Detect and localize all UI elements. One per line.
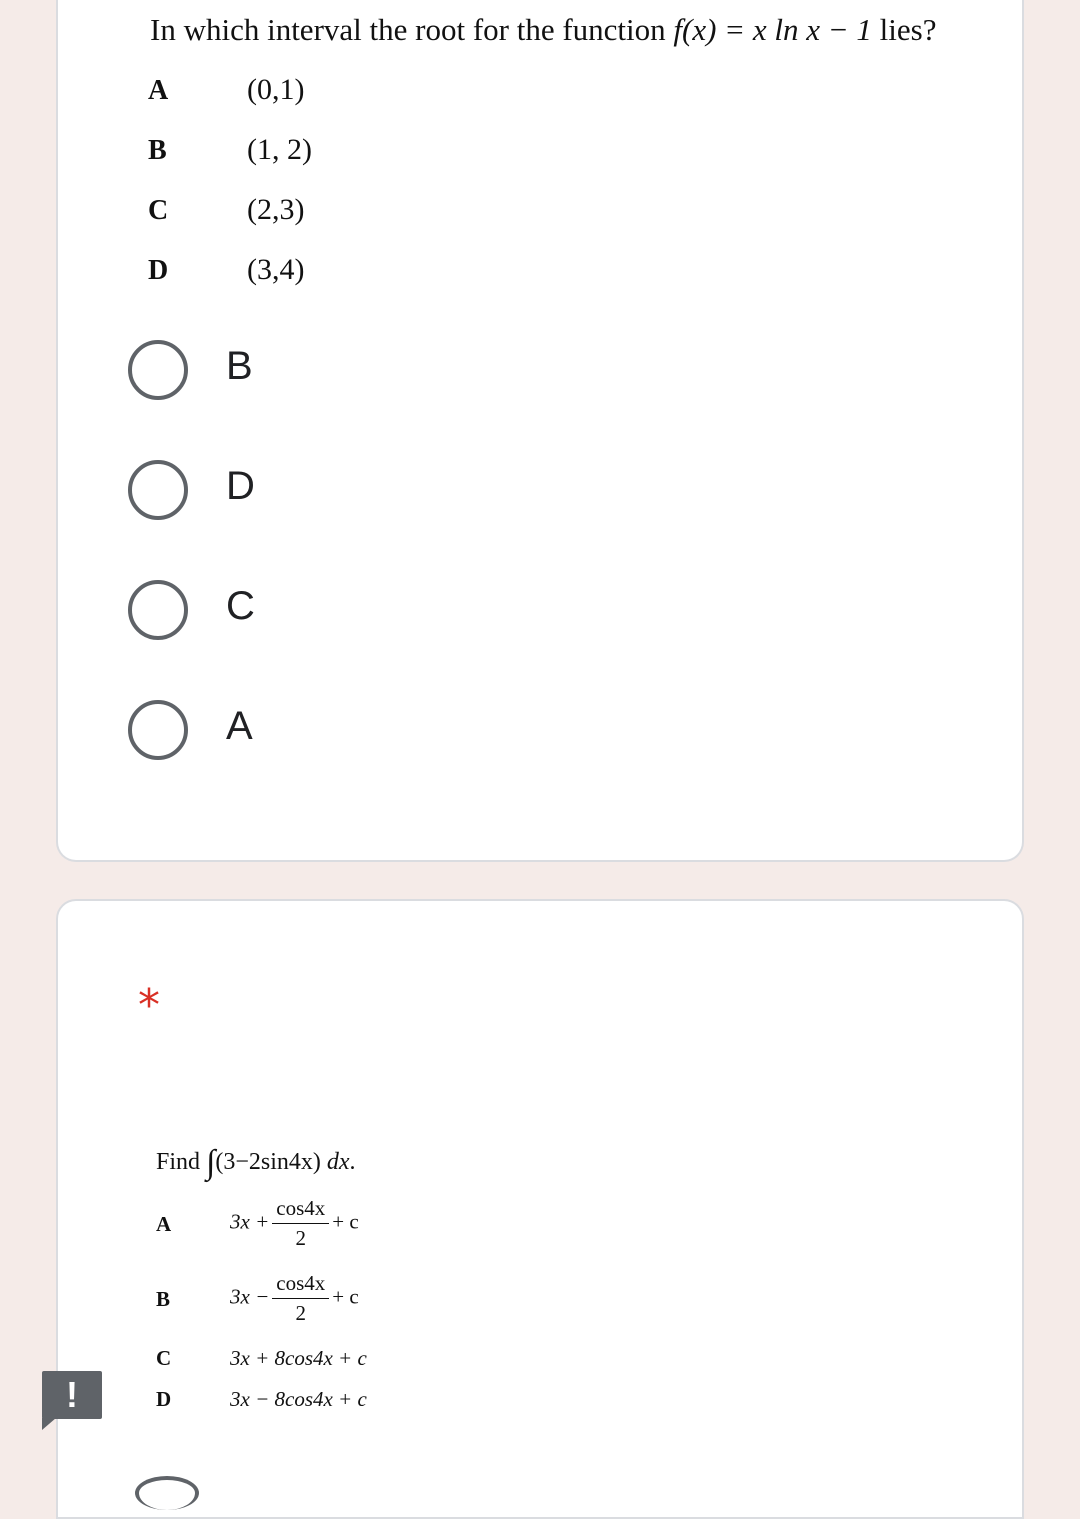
question-2-prefix: Find [156,1149,207,1175]
fraction-numerator: cos4x [272,1196,329,1224]
fraction [272,1196,329,1251]
option-value [230,1271,359,1326]
option-letter: B [156,1287,171,1311]
fraction-denominator: 2 [295,1226,306,1250]
option-letter: C [148,195,169,226]
required-asterisk: * [138,980,160,1031]
option-post: + c [332,1284,359,1309]
radio-choice-a[interactable] [128,700,428,760]
question-2-differential: dx [326,1149,350,1175]
option-post: + c [332,1209,359,1234]
option-value: (3,4) [247,253,305,286]
question-2-period: . [349,1149,356,1175]
radio-label: A [226,704,253,748]
radio-label: C [226,584,255,628]
fraction [272,1271,329,1326]
option-value [230,1196,359,1251]
radio-label: B [226,344,253,388]
option-letter: D [156,1387,172,1411]
option-value: (1, 2) [247,133,312,166]
radio-button[interactable] [128,340,188,400]
radio-choice-c[interactable] [128,580,428,640]
option-value: (0,1) [247,73,305,106]
option-letter: B [148,135,167,166]
fraction-denominator: 2 [295,1301,306,1325]
radio-choice-d[interactable] [128,460,428,520]
option-letter: D [148,255,169,286]
option-value: 3x − 8cos4x + c [230,1387,367,1411]
question-1-suffix: lies? [879,12,937,47]
alert-badge[interactable]: ! [42,1371,102,1419]
option-letter: A [156,1212,172,1236]
radio-button[interactable] [128,580,188,640]
radio-button-partial[interactable] [135,1476,199,1510]
option-value: 3x + 8cos4x + c [230,1346,367,1370]
question-1-formula: f(x) = x ln x − 1 [673,12,872,47]
radio-label: D [226,464,255,508]
fraction-numerator: cos4x [272,1271,329,1299]
radio-button[interactable] [128,460,188,520]
question-2-integrand: (3−2sin4x) [215,1149,321,1175]
option-pre: 3x + [230,1209,270,1234]
radio-choice-b[interactable] [128,340,428,400]
radio-button[interactable] [128,700,188,760]
alert-badge-tail [42,1418,56,1430]
question-2-text [156,1140,356,1181]
option-letter: C [156,1346,172,1370]
option-letter: A [148,75,169,106]
integral-sign: ∫ [206,1144,216,1181]
question-1-prefix: In which interval the root for the function [150,12,674,47]
question-1-text [150,12,936,48]
option-pre: 3x − [230,1284,270,1309]
option-value: (2,3) [247,193,305,226]
question-card-2 [56,899,1024,1519]
